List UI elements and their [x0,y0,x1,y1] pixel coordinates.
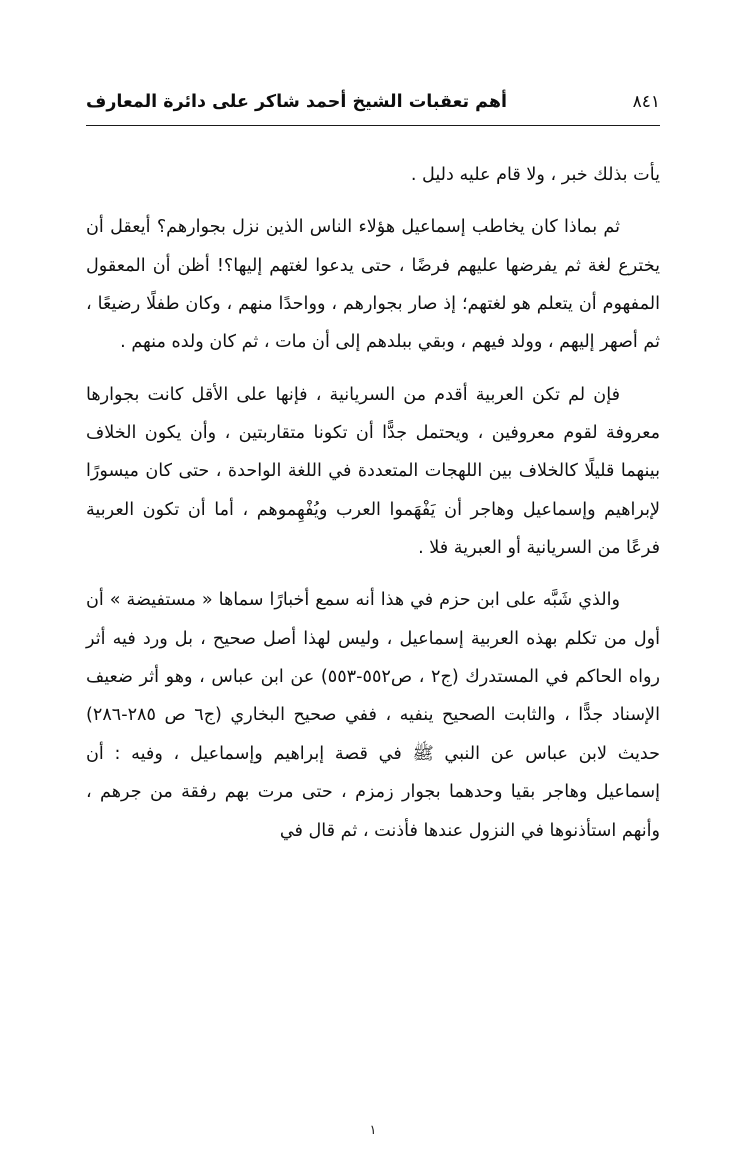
page-body [86,156,660,850]
paragraph-3: فإن لم تكن العربية أقدم من السريانية ، فإنها على الأقل كانت بجوارها معروفة لقوم معروفين ، ويحتمل جدًّا أن تكونا متقاربتين ، وأن يكون الخلاف بينهما قليلًا كالخلاف بين اللهجات المتعددة في اللغة الواحدة ، حتى كان ميسورًا لإبراهيم وإسماعيل وهاجر أن يَفْهَموا العرب ويُفْهِموهم ، أما أن تكون العربية فرعًا من السريانية أو العبرية فلا . [86,384,660,559]
paragraph-1: يأت بذلك خبر ، ولا قام عليه دليل . [410,165,660,185]
page-number: ٨٤١ [632,92,660,112]
header-divider [86,125,660,126]
header-title: أهم تعقبات الشيخ أحمد شاكر على دائرة المعارف [86,92,507,112]
paragraph-4: والذي شَبَّه على ابن حزم في هذا أنه سمع أخبارًا سماها « مستفيضة » أن أول من تكلم بهذه العربية إسماعيل ، وليس لهذا أصل صحيح ، بل ورد فيه أثر رواه الحاكم في المستدرك (ج٢ ، ص٥٥٢-٥٥٣) عن ابن عباس ، وهو أثر ضعيف الإسناد جدًّا ، والثابت الصحيح ينفيه ، ففي صحيح البخاري (ج٦ ص ٢٨٥-٢٨٦) حديث لابن عباس عن النبي ﷺ في قصة إبراهيم وإسماعيل ، وفيه : أن إسماعيل وهاجر بقيا وحدهما بجوار زمزم ، حتى مرت بهم رفقة من جرهم ، وأنهم استأذنوها في النزول عندها فأذنت ، ثم قال في [86,590,660,841]
paragraph-2: ثم بماذا كان يخاطب إسماعيل هؤلاء الناس الذين نزل بجوارهم؟ أيعقل أن يخترع لغة ثم يفرضها عليهم فرضًا ، حتى يدعوا لغتهم إليها؟! أظن أن المعقول المفهوم أن يتعلم هو لغتهم؛ إذ صار بجوارهم ، وواحدًا منهم ، وكان طفلًا رضيعًا ، ثم أصهر إليهم ، وولد فيهم ، وبقي ببلدهم إلى أن مات ، ثم كان ولده منهم . [86,217,660,353]
footer-mark: ١ [369,1123,377,1138]
page-header [86,92,660,118]
